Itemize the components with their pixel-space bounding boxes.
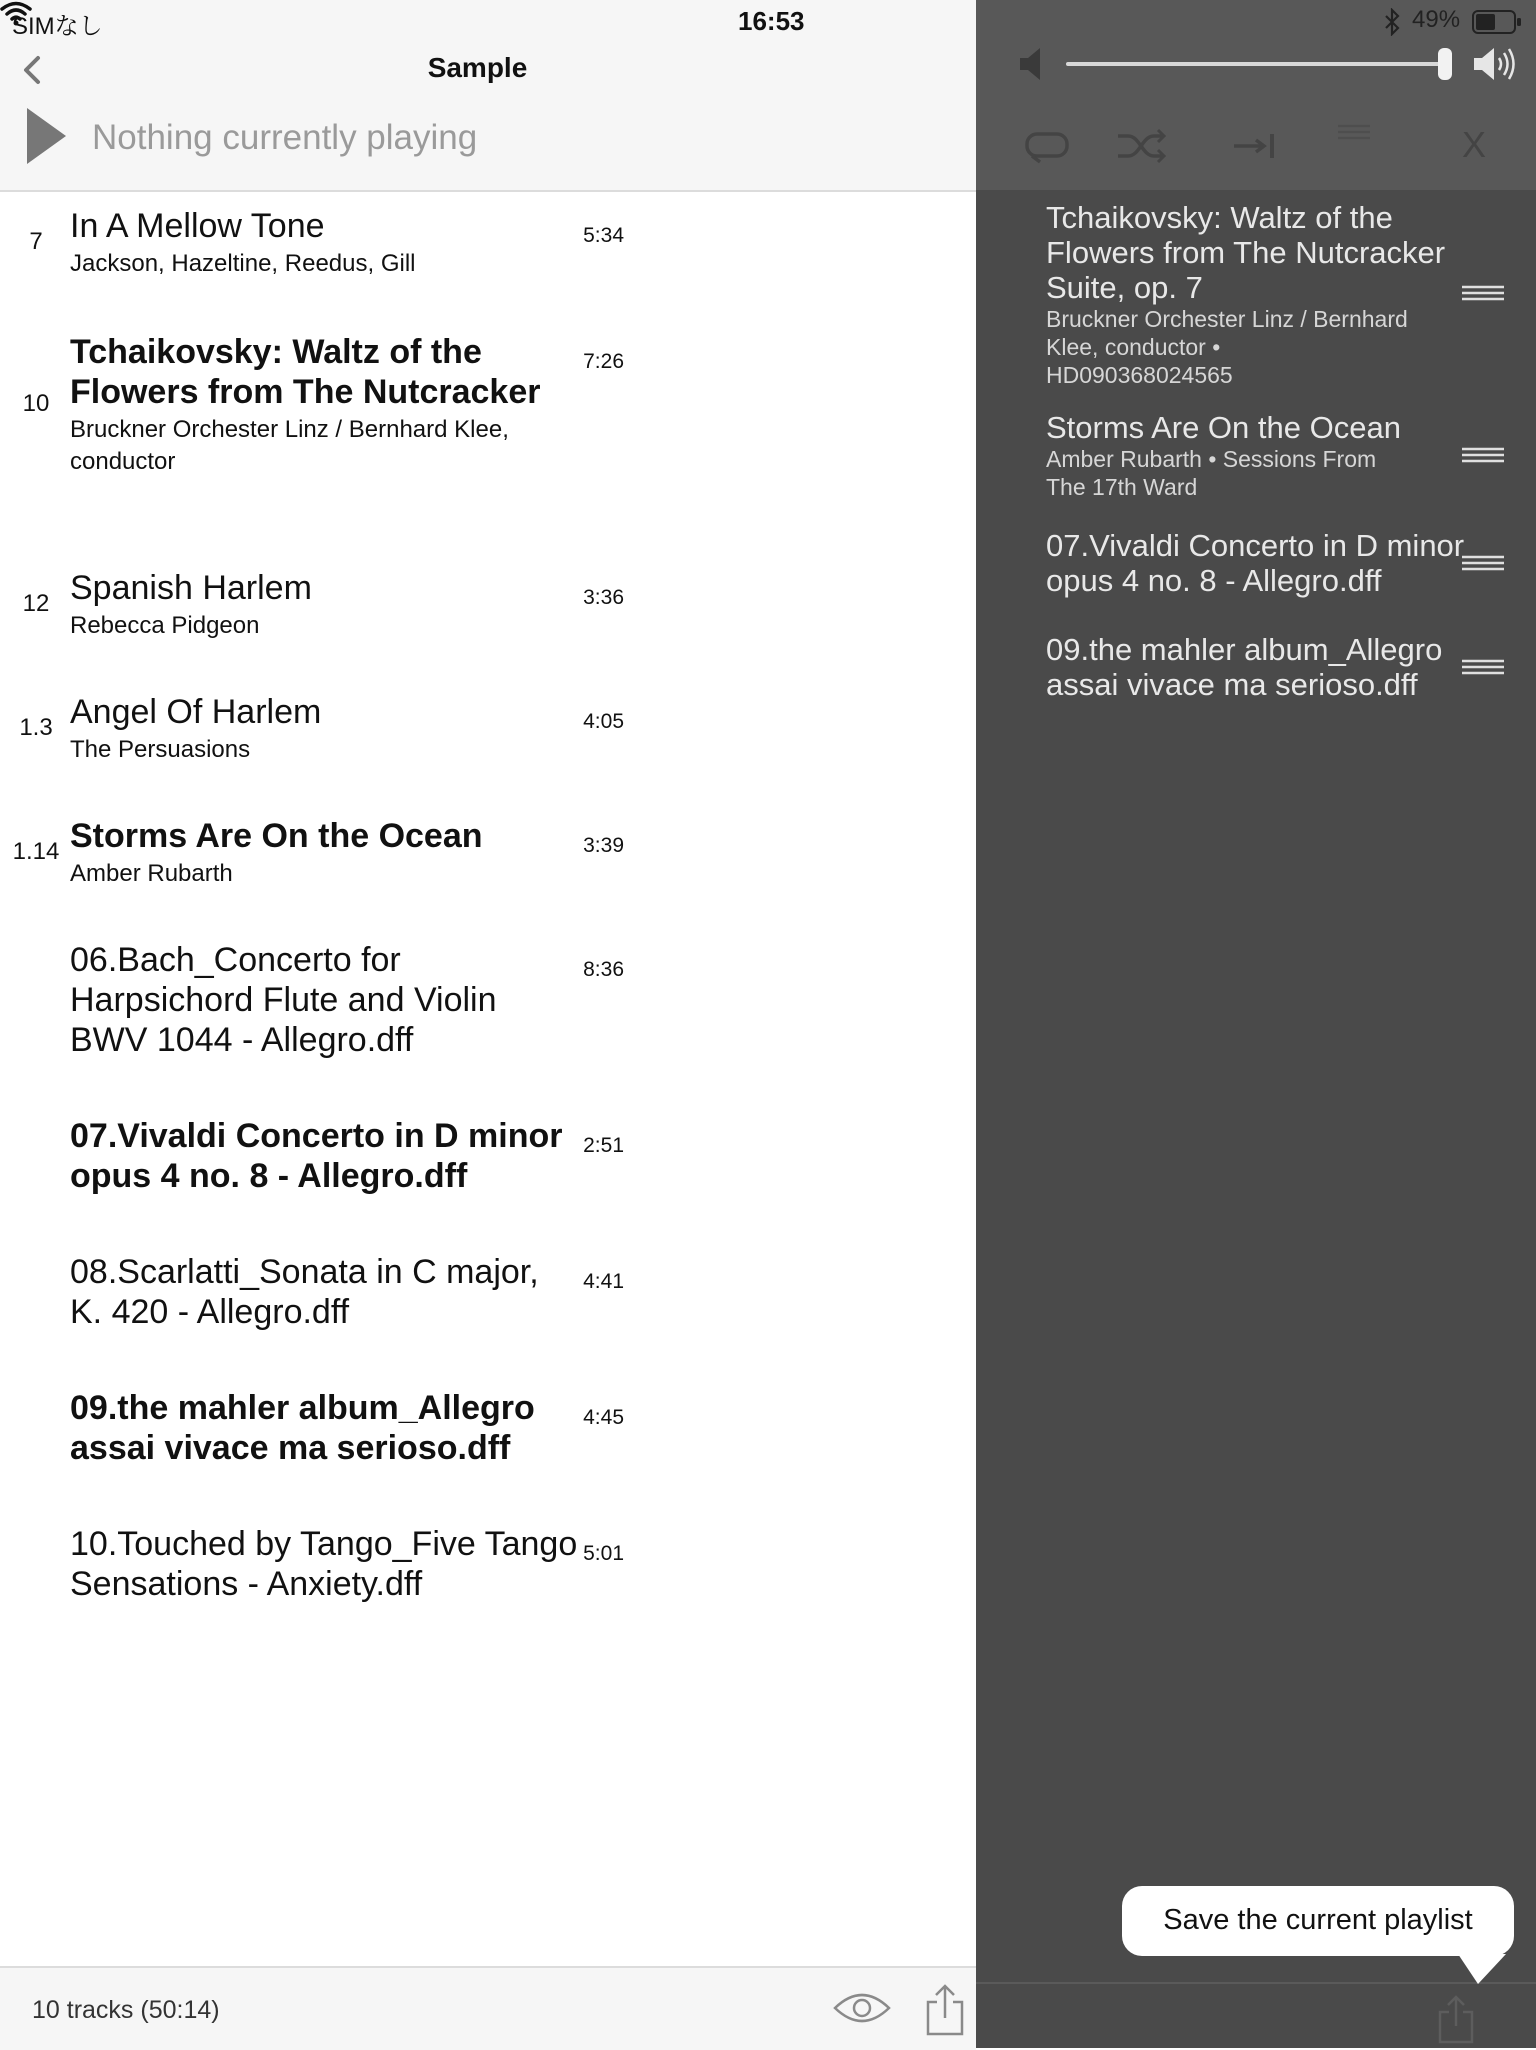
volume-high-icon bbox=[1472, 44, 1516, 84]
track-duration: 5:34 bbox=[583, 224, 624, 247]
track-duration: 4:45 bbox=[583, 1406, 624, 1429]
track-duration: 8:36 bbox=[583, 958, 624, 981]
drag-handle-icon[interactable] bbox=[1460, 658, 1506, 678]
queue-item-title: Flowers from The Nutcracker bbox=[1046, 235, 1446, 270]
queue-item-subtitle: Amber Rubarth • Sessions From bbox=[1046, 446, 1377, 472]
track-count: 10 tracks (50:14) bbox=[32, 1996, 220, 2024]
track-duration: 3:39 bbox=[583, 834, 624, 857]
queue-item-title: Suite, op. 7 bbox=[1046, 270, 1203, 305]
queue-item-subtitle: Bruckner Orchester Linz / Bernhard bbox=[1046, 306, 1408, 332]
track-number: 1.3 bbox=[19, 714, 53, 741]
track-number: 10 bbox=[22, 390, 50, 417]
track-artist bbox=[70, 414, 580, 478]
queue-item[interactable] bbox=[1046, 528, 1466, 598]
status-time: 16:53 bbox=[738, 6, 805, 36]
track-number: 12 bbox=[22, 590, 50, 617]
queue-item-subtitle: HD090368024565 bbox=[1046, 362, 1233, 388]
library-footer bbox=[0, 1966, 976, 2050]
track-artist-line: Bruckner Orchester Linz / Bernhard Klee, bbox=[70, 416, 509, 443]
track-title bbox=[70, 1116, 580, 1196]
queue-item[interactable] bbox=[1046, 200, 1466, 389]
queue-item[interactable] bbox=[1046, 632, 1466, 702]
track-artist-line: Rebecca Pidgeon bbox=[70, 612, 260, 639]
page-title: Sample bbox=[427, 52, 528, 83]
track-duration: 2:51 bbox=[583, 1134, 624, 1157]
track-artist-line: The Persuasions bbox=[70, 736, 251, 763]
track-title-line: Tchaikovsky: Waltz of the bbox=[70, 333, 482, 371]
track-title-line: 06.Bach_Concerto for bbox=[70, 941, 401, 979]
queue-item-title: 07.Vivaldi Concerto in D minor bbox=[1046, 528, 1465, 563]
drag-handle-icon[interactable] bbox=[1460, 554, 1506, 574]
queue-item-title: opus 4 no. 8 - Allegro.dff bbox=[1046, 563, 1382, 598]
track-duration: 7:26 bbox=[583, 350, 624, 373]
track-title bbox=[70, 568, 580, 608]
track-title-line: opus 4 no. 8 - Allegro.dff bbox=[70, 1157, 468, 1195]
volume-slider-thumb[interactable] bbox=[1438, 48, 1452, 80]
track-artist bbox=[70, 248, 580, 280]
track-title-line: Flowers from The Nutcracker bbox=[70, 373, 541, 411]
save-playlist-tooltip bbox=[1122, 1886, 1514, 1956]
track-title bbox=[70, 1388, 580, 1468]
next-icon[interactable] bbox=[1230, 126, 1280, 166]
track-artist bbox=[70, 734, 580, 766]
track-title-line: In A Mellow Tone bbox=[70, 207, 325, 245]
track-title-line: 08.Scarlatti_Sonata in C major, bbox=[70, 1253, 539, 1291]
track-title-line: 07.Vivaldi Concerto in D minor bbox=[70, 1117, 563, 1155]
track-title bbox=[70, 940, 580, 1060]
volume-slider[interactable] bbox=[1066, 62, 1446, 66]
track-title bbox=[70, 692, 580, 732]
queue-item-title: Tchaikovsky: Waltz of the bbox=[1046, 200, 1393, 235]
track-title-line: Sensations - Anxiety.dff bbox=[70, 1565, 423, 1603]
track-title-line: Spanish Harlem bbox=[70, 569, 312, 607]
track-duration: 3:36 bbox=[583, 586, 624, 609]
track-artist bbox=[70, 610, 580, 642]
shuffle-icon[interactable] bbox=[1116, 126, 1166, 166]
track-title-line: Angel Of Harlem bbox=[70, 693, 322, 731]
track-artist-line: conductor bbox=[70, 448, 176, 475]
track-artist-line: Amber Rubarth bbox=[70, 860, 233, 887]
bluetooth-icon bbox=[1382, 8, 1402, 36]
divider bbox=[976, 1982, 1536, 1984]
playlist-icon[interactable] bbox=[1330, 120, 1380, 160]
track-title-line: Harpsichord Flute and Violin bbox=[70, 981, 497, 1019]
queue-item-subtitle: Klee, conductor • bbox=[1046, 334, 1221, 360]
track-title-line: K. 420 - Allegro.dff bbox=[70, 1293, 350, 1331]
track-title bbox=[70, 206, 580, 246]
close-button[interactable]: X bbox=[1462, 124, 1487, 165]
queue-item-subtitle: The 17th Ward bbox=[1046, 474, 1198, 500]
track-title bbox=[70, 332, 580, 412]
library-header bbox=[0, 0, 976, 192]
track-artist-line: Jackson, Hazeltine, Reedus, Gill bbox=[70, 250, 416, 277]
drag-handle-icon[interactable] bbox=[1460, 446, 1506, 466]
track-duration: 4:41 bbox=[583, 1270, 624, 1293]
battery-icon bbox=[1472, 10, 1522, 34]
now-playing-label: Nothing currently playing bbox=[92, 118, 478, 157]
share-icon[interactable] bbox=[1436, 1994, 1476, 2044]
queue-item[interactable] bbox=[1046, 410, 1466, 501]
track-artist bbox=[70, 858, 580, 890]
track-number: 7 bbox=[29, 228, 43, 255]
volume-low-icon bbox=[1016, 44, 1052, 84]
share-icon[interactable] bbox=[920, 1984, 970, 2036]
track-title bbox=[70, 816, 580, 856]
tooltip-text: Save the current playlist bbox=[1163, 1904, 1473, 1936]
eye-icon[interactable] bbox=[832, 1988, 892, 2028]
track-title-line: assai vivace ma serioso.dff bbox=[70, 1429, 511, 1467]
track-title bbox=[70, 1524, 580, 1604]
queue-item-title: 09.the mahler album_Allegro bbox=[1046, 632, 1443, 667]
track-title-line: BWV 1044 - Allegro.dff bbox=[70, 1021, 414, 1059]
track-duration: 4:05 bbox=[583, 710, 624, 733]
play-icon[interactable] bbox=[24, 106, 68, 166]
track-title-line: 10.Touched by Tango_Five Tango bbox=[70, 1525, 578, 1563]
battery-percent: 49% bbox=[1412, 6, 1461, 33]
drag-handle-icon[interactable] bbox=[1460, 284, 1506, 304]
queue-item-title: Storms Are On the Ocean bbox=[1046, 410, 1401, 445]
track-title-line: 09.the mahler album_Allegro bbox=[70, 1389, 535, 1427]
queue-item-title: assai vivace ma serioso.dff bbox=[1046, 667, 1418, 702]
tooltip-pointer bbox=[1458, 1954, 1506, 1984]
track-title bbox=[70, 1252, 580, 1332]
track-number: 1.14 bbox=[12, 838, 60, 865]
track-title-line: Storms Are On the Ocean bbox=[70, 817, 483, 855]
queue-panel bbox=[976, 0, 1536, 2048]
track-duration: 5:01 bbox=[583, 1542, 624, 1565]
repeat-icon[interactable] bbox=[1022, 126, 1072, 166]
carrier-label: SIMなし bbox=[12, 13, 103, 40]
player-controls bbox=[976, 0, 1536, 190]
